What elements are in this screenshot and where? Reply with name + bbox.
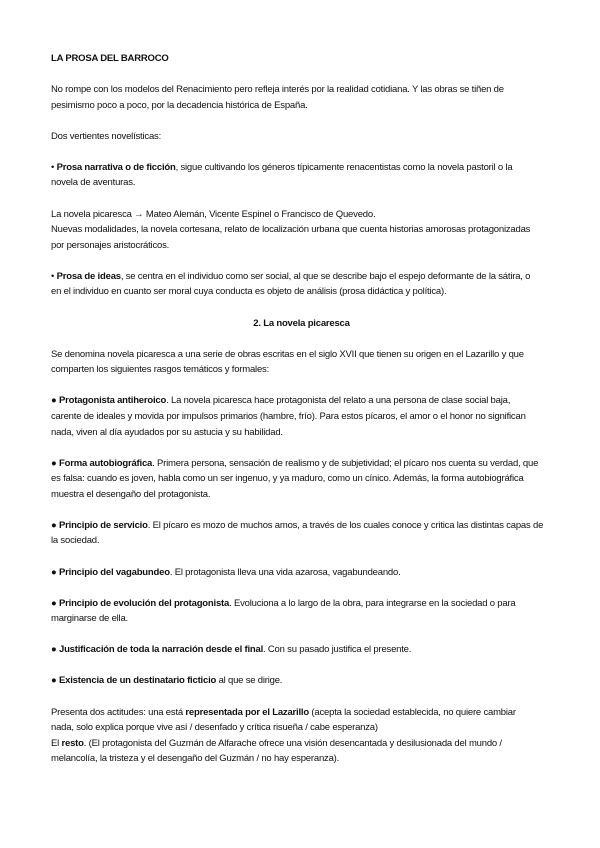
rasgo-text: . Con su pasado justifica el presente. — [263, 644, 412, 656]
rasgo-label: Protagonista antiheroico — [59, 395, 167, 407]
rasgo-servicio — [51, 518, 552, 549]
rasgo-label: Justificación de toda la narración desde el final — [59, 644, 264, 656]
ficcion-label: Prosa narrativa o de ficción — [56, 161, 176, 173]
rasgo-line — [51, 565, 552, 581]
ideas-text: , se centra en el individuo como ser social, al que se describe bajo el espejo deformante de la sátira, o — [120, 270, 531, 282]
rasgo-antiheroico — [51, 393, 552, 440]
intro-line: No rompe con los modelos del Renacimiento pero refleja interés por la realidad cotidiana. Y las obras se tiñen de — [51, 84, 504, 96]
actitudes-line — [51, 736, 552, 752]
rasgo-label: Principio de servicio — [59, 519, 148, 531]
actitudes-bold: resto — [61, 737, 84, 749]
rasgo-line: la sociedad. — [51, 535, 100, 547]
ficcion-text: , sigue cultivando los géneros típicamente renacentistas como la novela pastoril o la — [175, 161, 513, 173]
definition-paragraph — [51, 347, 552, 378]
rasgo-line — [51, 393, 552, 409]
rasgo-line: es falsa: cuando es joven, habla como un ser ingenuo, y ya maduro, como un cínico. Además, la forma autobiográfica — [51, 473, 524, 485]
modalidades-line: Nuevas modalidades, la novela cortesana, relato de localización urbana que cuenta historias amorosas protagonizadas — [51, 224, 531, 236]
bullet: • — [51, 161, 55, 173]
actitudes-text: (acepta la sociedad establecida, no quiere cambiar — [308, 706, 516, 718]
rasgo-label: Existencia de un destinatario ficticio — [59, 675, 217, 687]
ideas-label: Prosa de ideas — [56, 270, 121, 282]
rasgo-text: . El protagonista lleva una vida azarosa, vagabundeando. — [169, 566, 401, 578]
ficcion-line: novela de aventuras. — [51, 177, 136, 189]
ficcion-paragraph — [51, 160, 552, 191]
actitudes-text: . (El protagonista del Guzmán de Alfarache ofrece una visión desencantada y desilusionada del mundo / — [83, 737, 502, 749]
rasgo-label: Principio del vagabundeo — [59, 566, 170, 578]
actitudes-text: El — [51, 737, 62, 749]
rasgo-line: muestra el desengaño del protagonista. — [51, 488, 211, 500]
actitudes-paragraph — [51, 705, 552, 767]
actitudes-line: nada, solo explica porque vive así / desenfado y crítica risueña / cabe esperanza) — [51, 722, 378, 734]
vertientes-heading: Dos vertientes novelísticas: — [51, 130, 162, 142]
section-heading: 2. La novela picaresca — [253, 317, 350, 329]
rasgo-text: . Primera persona, sensación de realismo y de subjetividad; el pícaro nos cuenta su verdad, que — [152, 457, 539, 469]
rasgo-line — [51, 596, 552, 612]
bullet: ● — [51, 597, 57, 609]
rasgo-line — [51, 673, 552, 689]
intro-line: pesimismo poco a poco, por la decadencia histórica de España. — [51, 99, 308, 111]
rasgo-line: marginarse de ella. — [51, 613, 128, 625]
definition-line: Se denomina novela picaresca a una serie de obras escritas en el siglo XVII que tienen su origen en el Lazarillo y que — [51, 348, 524, 360]
rasgo-evolucion — [51, 596, 552, 627]
bullet: • — [51, 270, 55, 282]
rasgo-label: Principio de evolución del protagonista — [59, 597, 230, 609]
rasgo-line — [51, 518, 552, 534]
rasgo-line: carente de ideales y movida por impulsos primarios (hambre, frío). Para estos pícaros, el amor o el honor no significan — [51, 410, 526, 422]
bullet: ● — [51, 566, 57, 578]
rasgo-text: . El pícaro es mozo de muchos amos, a través de los cuales conoce y critica las distintas capas de — [147, 519, 544, 531]
actitudes-bold: representada por el Lazarillo — [185, 706, 309, 718]
rasgo-line — [51, 642, 552, 658]
bullet: ● — [51, 457, 57, 469]
actitudes-line — [51, 705, 552, 721]
rasgo-line: nada, viven al día ayudados por su astucia y su habilidad. — [51, 426, 283, 438]
rasgo-label: Forma autobiográfica — [59, 457, 153, 469]
rasgo-line — [51, 456, 552, 472]
bullet: ● — [51, 675, 57, 687]
actitudes-line: melancolía, la tristeza y el desengaño del Guzmán / no hay esperanza). — [51, 753, 340, 765]
actitudes-text: Presenta dos actitudes: una está — [51, 706, 186, 718]
rasgo-text: al que se dirige. — [216, 675, 283, 687]
ideas-line: en el individuo en cuanto ser moral cuya conducta es objeto de análisis (prosa didáctica y política). — [51, 286, 447, 298]
rasgo-text: . La novela picaresca hace protagonista del relato a una persona de clase social baja, — [166, 395, 511, 407]
rasgo-vagabundeo — [51, 565, 552, 581]
ideas-paragraph — [51, 269, 552, 300]
modalidades-line: La novela picaresca → Mateo Alemán, Vicente Espinel o Francisco de Quevedo. — [51, 208, 376, 220]
bullet: ● — [51, 644, 57, 656]
rasgo-justificacion — [51, 642, 552, 658]
modalidades-paragraph — [51, 207, 552, 254]
bullet: ● — [51, 519, 57, 531]
ideas-line — [51, 269, 552, 285]
definition-line: comparten los siguientes rasgos temáticos y formales: — [51, 364, 270, 376]
rasgo-destinatario — [51, 673, 552, 689]
intro-paragraph — [51, 82, 552, 113]
document-title: LA PROSA DEL BARROCO — [51, 53, 169, 64]
bullet: ● — [51, 395, 57, 407]
modalidades-line: por personajes aristocráticos. — [51, 239, 170, 251]
rasgo-autobiografica — [51, 456, 552, 503]
rasgo-text: . Evoluciona a lo largo de la obra, para integrarse en la sociedad o para — [229, 597, 516, 609]
ficcion-line — [51, 160, 552, 176]
